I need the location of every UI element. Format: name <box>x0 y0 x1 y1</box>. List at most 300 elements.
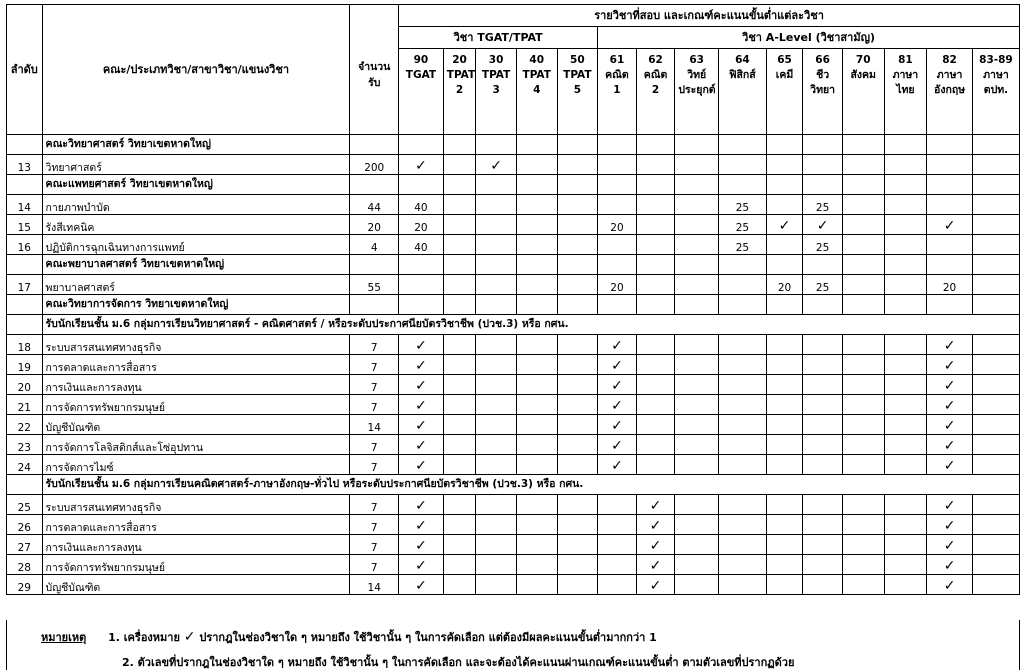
empty-cell <box>598 295 637 315</box>
empty-cell <box>884 535 927 555</box>
empty-cell <box>516 375 557 395</box>
subject-name: เคมี <box>775 69 794 82</box>
subject-header-66 <box>803 49 843 135</box>
empty-cell <box>675 495 719 515</box>
check-icon: ✓ <box>943 418 956 434</box>
empty-cell <box>842 575 884 595</box>
empty-cell <box>443 255 476 275</box>
empty-cell <box>842 495 884 515</box>
empty-cell <box>884 195 927 215</box>
empty-cell <box>884 375 927 395</box>
check-icon: ✓ <box>943 518 956 534</box>
check-cell <box>598 435 637 455</box>
min-score-cell: 20 <box>598 275 637 295</box>
empty-cell <box>476 215 517 235</box>
table-row <box>7 415 1020 435</box>
empty-cell <box>598 495 637 515</box>
min-score-cell: 25 <box>719 195 767 215</box>
empty-cell <box>842 535 884 555</box>
empty-cell <box>842 375 884 395</box>
check-icon: ✓ <box>611 418 623 434</box>
empty-cell <box>719 355 767 375</box>
empty-cell <box>399 295 444 315</box>
empty-cell <box>476 515 517 535</box>
check-cell <box>636 575 675 595</box>
check-cell <box>399 395 444 415</box>
subject-header-30 <box>476 49 517 135</box>
empty-cell <box>719 135 767 155</box>
empty-cell <box>972 375 1019 395</box>
empty-cell <box>675 395 719 415</box>
admission-quantity: 200 <box>350 155 399 175</box>
subject-code: 40 <box>529 54 545 66</box>
empty-cell <box>719 255 767 275</box>
empty-cell <box>636 195 675 215</box>
order-header: ลำดับ <box>7 5 43 135</box>
subject-header-50 <box>557 49 598 135</box>
check-cell <box>598 395 637 415</box>
admission-quantity: 14 <box>350 415 399 435</box>
check-cell <box>927 495 973 515</box>
empty-cell <box>443 175 476 195</box>
empty-cell <box>636 295 675 315</box>
empty-cell <box>803 395 843 415</box>
empty-cell <box>972 295 1019 315</box>
subject-extra: 2 <box>455 84 464 97</box>
note-line-1 <box>41 628 657 646</box>
empty-cell <box>636 455 675 475</box>
empty-cell <box>719 515 767 535</box>
check-icon: ✓ <box>649 538 662 554</box>
empty-cell <box>884 495 927 515</box>
faculty-name: คณะวิทยาศาสตร์ วิทยาเขตหาดใหญ่ <box>42 135 350 155</box>
admission-criteria-table <box>6 4 1020 595</box>
subject-code: 30 <box>488 54 504 66</box>
empty-cell <box>972 435 1019 455</box>
check-icon: ✓ <box>943 558 956 574</box>
empty-cell <box>842 515 884 535</box>
tgat-tpat-group-header: วิชา TGAT/TPAT <box>399 27 598 49</box>
empty-cell <box>719 555 767 575</box>
subject-header-70 <box>842 49 884 135</box>
subject-code: 65 <box>777 54 792 66</box>
subject-header-83-89 <box>972 49 1019 135</box>
check-cell <box>399 435 444 455</box>
faculty-row <box>7 175 1020 195</box>
empty-cell <box>557 415 598 435</box>
min-score-cell: 25 <box>803 275 843 295</box>
empty-cell <box>972 235 1019 255</box>
empty-cell <box>972 535 1019 555</box>
empty-cell <box>350 175 399 195</box>
check-icon: ✓ <box>943 498 956 514</box>
empty-cell <box>476 135 517 155</box>
table-row <box>7 155 1020 175</box>
subject-extra: 4 <box>533 84 541 97</box>
check-icon: ✓ <box>415 558 427 574</box>
program-name: บัญชีบัณฑิต <box>42 415 350 435</box>
subject-code: 83-89 <box>979 54 1013 66</box>
empty-cell <box>675 135 719 155</box>
empty-cell <box>766 355 803 375</box>
program-name: รังสีเทคนิค <box>42 215 350 235</box>
empty-cell <box>766 255 803 275</box>
empty-cell <box>598 195 637 215</box>
min-score-cell: 25 <box>803 235 843 255</box>
subject-code: 82 <box>942 54 957 66</box>
check-icon: ✓ <box>943 218 956 234</box>
empty-cell <box>516 175 557 195</box>
order-number: 16 <box>7 235 43 255</box>
min-score-cell: 25 <box>803 195 843 215</box>
empty-cell <box>476 395 517 415</box>
order-number: 15 <box>7 215 43 235</box>
empty-cell <box>557 495 598 515</box>
empty-cell <box>675 435 719 455</box>
note-line-2: 2. ตัวเลขที่ปรากฎในช่องวิชาใด ๆ หมายถึง ใช้วิชานั้น ๆ ในการคัดเลือก และจะต้องได้คะแนนผ่านเกณฑ์คะแนนขั้นต่ำ ตามตัวเลขที่ปรากฏด้วย <box>122 656 795 669</box>
empty-cell <box>803 295 843 315</box>
table-row <box>7 435 1020 455</box>
program-name: ปฏิบัติการฉุกเฉินทางการแพทย์ <box>42 235 350 255</box>
table-row <box>7 555 1020 575</box>
empty-cell <box>350 295 399 315</box>
check-cell <box>598 355 637 375</box>
check-icon: ✓ <box>415 458 427 474</box>
empty-cell <box>803 455 843 475</box>
empty-cell <box>557 395 598 415</box>
empty-cell <box>516 295 557 315</box>
empty-cell <box>636 355 675 375</box>
empty-cell <box>766 535 803 555</box>
empty-cell <box>636 235 675 255</box>
empty-cell <box>972 355 1019 375</box>
empty-cell <box>557 175 598 195</box>
empty-cell <box>598 155 637 175</box>
subject-extra: วิทยา <box>810 84 836 97</box>
notes-section <box>6 620 1020 670</box>
admission-quantity: 7 <box>350 355 399 375</box>
table-row <box>7 395 1020 415</box>
faculty-row <box>7 295 1020 315</box>
empty-cell <box>557 255 598 275</box>
program-name: การเงินและการลงทุน <box>42 375 350 395</box>
check-cell <box>927 215 973 235</box>
subject-name: สังคม <box>850 69 876 82</box>
empty-cell <box>399 275 444 295</box>
admission-quantity: 7 <box>350 455 399 475</box>
empty-cell <box>636 375 675 395</box>
empty-cell <box>675 555 719 575</box>
empty-cell <box>675 335 719 355</box>
empty-cell <box>516 455 557 475</box>
empty-cell <box>557 135 598 155</box>
empty-cell <box>636 175 675 195</box>
table-row <box>7 275 1020 295</box>
program-name: การตลาดและการสื่อสาร <box>42 355 350 375</box>
min-score-cell: 25 <box>719 215 767 235</box>
faculty-name: คณะแพทยศาสตร์ วิทยาเขตหาดใหญ่ <box>42 175 350 195</box>
check-cell <box>927 535 973 555</box>
empty-cell <box>884 135 927 155</box>
order-cell <box>7 255 43 275</box>
empty-cell <box>443 555 476 575</box>
table-row <box>7 535 1020 555</box>
subject-extra: 5 <box>573 84 581 97</box>
empty-cell <box>557 275 598 295</box>
subject-header-81 <box>884 49 927 135</box>
empty-cell <box>598 235 637 255</box>
program-name: การเงินและการลงทุน <box>42 535 350 555</box>
empty-cell <box>766 435 803 455</box>
empty-cell <box>766 175 803 195</box>
empty-cell <box>842 255 884 275</box>
empty-cell <box>636 395 675 415</box>
subject-code: 61 <box>609 54 625 66</box>
faculty-name: คณะพยาบาลศาสตร์ วิทยาเขตหาดใหญ่ <box>42 255 350 275</box>
check-icon: ✓ <box>943 398 956 414</box>
empty-cell <box>636 435 675 455</box>
empty-cell <box>884 455 927 475</box>
empty-cell <box>443 135 476 155</box>
quantity-header <box>350 5 399 135</box>
empty-cell <box>719 575 767 595</box>
check-icon: ✓ <box>611 398 623 414</box>
empty-cell <box>927 255 973 275</box>
empty-cell <box>636 135 675 155</box>
empty-cell <box>766 515 803 535</box>
admission-quantity: 44 <box>350 195 399 215</box>
empty-cell <box>803 155 843 175</box>
check-icon: ✓ <box>649 518 662 534</box>
empty-cell <box>636 335 675 355</box>
empty-cell <box>557 335 598 355</box>
subject-code: 81 <box>898 54 913 66</box>
min-score-cell: 20 <box>399 215 444 235</box>
empty-cell <box>972 495 1019 515</box>
empty-cell <box>636 415 675 435</box>
empty-cell <box>443 435 476 455</box>
table-row <box>7 455 1020 475</box>
check-cell <box>399 355 444 375</box>
empty-cell <box>598 135 637 155</box>
empty-cell <box>927 195 973 215</box>
group-description: รับนักเรียนชั้น ม.6 กลุ่มการเรียนวิทยาศาสตร์ - คณิตศาสตร์ / หรือระดับประกาศนียบัตรวิชาชีพ (ปวช.3) หรือ กศน. <box>42 315 1019 335</box>
empty-cell <box>557 515 598 535</box>
empty-cell <box>803 135 843 155</box>
empty-cell <box>884 255 927 275</box>
subject-header-64 <box>719 49 767 135</box>
admission-quantity: 14 <box>350 575 399 595</box>
empty-cell <box>443 495 476 515</box>
empty-cell <box>719 435 767 455</box>
empty-cell <box>766 555 803 575</box>
subject-name: ภาษา <box>983 69 1009 82</box>
table-row <box>7 515 1020 535</box>
empty-cell <box>476 195 517 215</box>
empty-cell <box>516 255 557 275</box>
empty-cell <box>443 455 476 475</box>
check-cell <box>927 335 973 355</box>
faculty-row <box>7 135 1020 155</box>
empty-cell <box>884 175 927 195</box>
empty-cell <box>516 135 557 155</box>
subject-code: 64 <box>735 54 750 66</box>
empty-cell <box>842 335 884 355</box>
subject-extra: ไทย <box>896 84 915 97</box>
empty-cell <box>598 535 637 555</box>
order-number: 25 <box>7 495 43 515</box>
empty-cell <box>972 575 1019 595</box>
check-cell <box>399 415 444 435</box>
empty-cell <box>884 235 927 255</box>
empty-cell <box>399 135 444 155</box>
check-icon: ✓ <box>778 218 791 234</box>
empty-cell <box>842 135 884 155</box>
empty-cell <box>516 395 557 415</box>
empty-cell <box>884 155 927 175</box>
empty-cell <box>476 375 517 395</box>
empty-cell <box>766 415 803 435</box>
check-cell <box>399 495 444 515</box>
empty-cell <box>766 395 803 415</box>
table-row <box>7 375 1020 395</box>
check-icon: ✓ <box>415 578 427 594</box>
empty-cell <box>972 155 1019 175</box>
empty-cell <box>842 555 884 575</box>
empty-cell <box>842 195 884 215</box>
empty-cell <box>675 515 719 535</box>
empty-cell <box>476 415 517 435</box>
empty-cell <box>443 515 476 535</box>
empty-cell <box>516 235 557 255</box>
empty-cell <box>443 575 476 595</box>
program-name: การจัดการทรัพยากรมนุษย์ <box>42 395 350 415</box>
check-cell <box>399 335 444 355</box>
subject-name: คณิต <box>643 69 668 82</box>
empty-cell <box>675 255 719 275</box>
program-name: บัญชีบัณฑิต <box>42 575 350 595</box>
empty-cell <box>884 275 927 295</box>
empty-cell <box>443 375 476 395</box>
min-score-cell: 20 <box>766 275 803 295</box>
table-row <box>7 495 1020 515</box>
empty-cell <box>884 515 927 535</box>
subject-code: 63 <box>689 54 704 66</box>
empty-cell <box>675 275 719 295</box>
empty-cell <box>476 335 517 355</box>
empty-cell <box>476 535 517 555</box>
empty-cell <box>719 375 767 395</box>
empty-cell <box>443 215 476 235</box>
empty-cell <box>476 455 517 475</box>
check-icon: ✓ <box>816 218 829 234</box>
order-number: 22 <box>7 415 43 435</box>
empty-cell <box>842 155 884 175</box>
empty-cell <box>803 555 843 575</box>
empty-cell <box>927 135 973 155</box>
empty-cell <box>884 435 927 455</box>
empty-cell <box>927 235 973 255</box>
check-cell <box>927 575 973 595</box>
check-cell <box>636 555 675 575</box>
check-cell <box>927 555 973 575</box>
check-icon: ✓ <box>943 578 956 594</box>
empty-cell <box>803 175 843 195</box>
table-row <box>7 235 1020 255</box>
check-icon: ✓ <box>490 158 502 174</box>
empty-cell <box>557 435 598 455</box>
empty-cell <box>476 255 517 275</box>
check-cell <box>927 395 973 415</box>
check-icon: ✓ <box>415 338 427 354</box>
check-icon: ✓ <box>611 358 623 374</box>
min-score-cell: 40 <box>399 235 444 255</box>
table-row <box>7 335 1020 355</box>
subject-code: 66 <box>815 54 830 66</box>
empty-cell <box>719 395 767 415</box>
check-icon: ✓ <box>611 438 623 454</box>
subject-extra: อังกฤษ <box>934 84 966 97</box>
check-icon: ✓ <box>611 338 623 354</box>
program-name: การจัดการทรัพยากรมนุษย์ <box>42 555 350 575</box>
empty-cell <box>719 175 767 195</box>
order-number: 20 <box>7 375 43 395</box>
check-icon: ✓ <box>415 518 427 534</box>
empty-cell <box>557 195 598 215</box>
order-number: 13 <box>7 155 43 175</box>
empty-cell <box>443 295 476 315</box>
subject-code: 70 <box>855 54 871 66</box>
subject-name: TPAT <box>481 69 511 82</box>
check-cell <box>636 515 675 535</box>
empty-cell <box>476 555 517 575</box>
empty-cell <box>675 215 719 235</box>
empty-cell <box>972 175 1019 195</box>
empty-cell <box>443 535 476 555</box>
check-cell <box>598 415 637 435</box>
empty-cell <box>443 155 476 175</box>
empty-cell <box>884 295 927 315</box>
empty-cell <box>636 275 675 295</box>
empty-cell <box>476 575 517 595</box>
check-cell <box>598 455 637 475</box>
empty-cell <box>766 455 803 475</box>
empty-cell <box>675 415 719 435</box>
empty-cell <box>675 575 719 595</box>
empty-cell <box>476 235 517 255</box>
check-icon: ✓ <box>415 418 427 434</box>
empty-cell <box>842 395 884 415</box>
check-cell <box>399 455 444 475</box>
admission-quantity: 7 <box>350 535 399 555</box>
empty-cell <box>516 275 557 295</box>
min-score-cell: 25 <box>719 235 767 255</box>
empty-cell <box>443 195 476 215</box>
empty-cell <box>803 535 843 555</box>
program-name: การจัดการไมซ์ <box>42 455 350 475</box>
quantity-header-line1: จำนวน <box>358 61 391 74</box>
empty-cell <box>557 535 598 555</box>
check-icon: ✓ <box>649 578 662 594</box>
check-icon: ✓ <box>415 378 427 394</box>
subject-name: ชีว <box>816 69 830 82</box>
admission-quantity: 7 <box>350 495 399 515</box>
order-number: 27 <box>7 535 43 555</box>
empty-cell <box>598 575 637 595</box>
check-icon: ✓ <box>183 629 196 645</box>
quantity-header-line2: รับ <box>368 76 381 89</box>
program-name: วิทยาศาสตร์ <box>42 155 350 175</box>
